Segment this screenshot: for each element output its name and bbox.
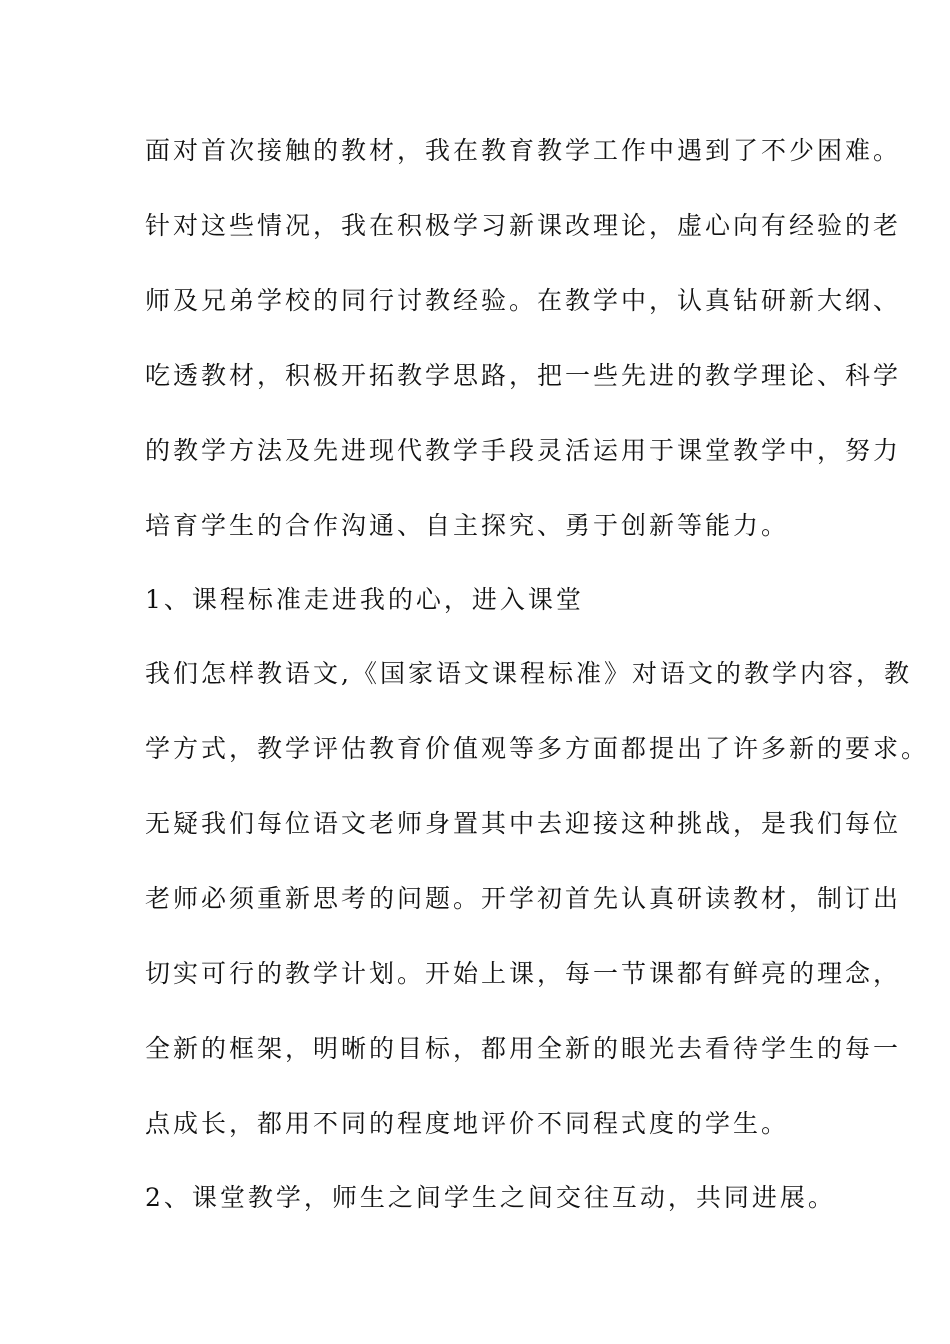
text-line: 我们怎样教语文,《国家语文课程标准》对语文的教学内容，教 bbox=[145, 659, 912, 688]
text-line: 针对这些情况，我在积极学习新课改理论，虚心向有经验的老 bbox=[145, 211, 902, 240]
text-line: 师及兄弟学校的同行讨教经验。在教学中，认真钻研新大纲、 bbox=[145, 286, 902, 315]
text-line: 培育学生的合作沟通、自主探究、勇于创新等能力。 bbox=[145, 511, 790, 540]
text-line: 老师必须重新思考的问题。开学初首先认真研读教材，制订出 bbox=[145, 884, 902, 913]
text-line: 吃透教材，积极开拓教学思路，把一些先进的教学理论、科学 bbox=[145, 361, 902, 390]
section-heading: 2、课堂教学，师生之间学生之间交往互动，共同进展。 bbox=[145, 1183, 836, 1212]
text-line: 无疑我们每位语文老师身置其中去迎接这种挑战，是我们每位 bbox=[145, 809, 902, 838]
text-line: 面对首次接触的教材，我在教育教学工作中遇到了不少困难。 bbox=[145, 136, 902, 165]
text-line: 的教学方法及先进现代教学手段灵活运用于课堂教学中，努力 bbox=[145, 436, 902, 465]
text-line: 全新的框架，明晰的目标，都用全新的眼光去看待学生的每一 bbox=[145, 1034, 902, 1063]
text-line: 切实可行的教学计划。开始上课，每一节课都有鲜亮的理念， bbox=[145, 959, 902, 988]
text-line: 学方式，教学评估教育价值观等多方面都提出了许多新的要求。 bbox=[145, 734, 930, 763]
section-heading: 1、课程标准走进我的心，进入课堂 bbox=[145, 585, 584, 614]
text-line: 点成长，都用不同的程度地评价不同程式度的学生。 bbox=[145, 1109, 790, 1138]
